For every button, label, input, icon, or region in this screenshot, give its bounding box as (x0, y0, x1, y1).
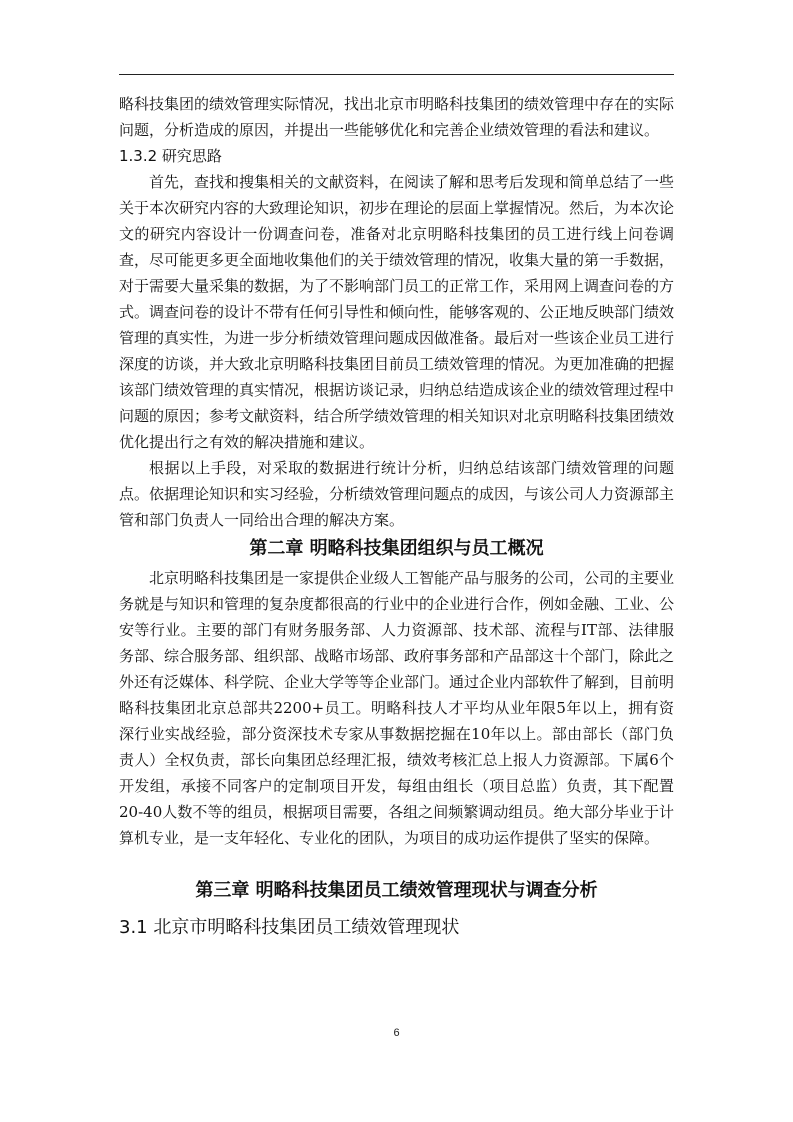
chapter-2-title: 第二章 明略科技集团组织与员工概况 (249, 538, 544, 559)
intro-paragraph: 略科技集团的绩效管理实际情况，找出北京市明略科技集团的绩效管理中存在的实际问题，分析造成的原因，并提出一些能够优化和完善企业绩效管理的看法和建议。 (119, 95, 675, 139)
header-rule (119, 74, 674, 75)
research-paragraph-1: 首先，查找和搜集相关的文献资料，在阅读了解和思考后发现和简单总结了一些关于本次研究内容的大致理论知识，初步在理论的层面上掌握情况。然后，为本次论文的研究内容设计一份调查问卷，准备对北京明略科技集团的员工进行线上问卷调查，尽可能更多更全面地收集他们的关于绩效管理的情况，收集大量的第一手数据，对于需要大量采集的数据，为了不影响部门员工的正常工作，采用网上调查问卷的方式。调查问卷的设计不带有任何引导性和倾向性，能够客观的、公正地反映部门绩效管理的真实性，为进一步分析绩效管理问题成因做准备。最后对一些该企业员工进行深度的访谈，并大致北京明略科技集团目前员工绩效管理的情况。为更加准确的把握该部门绩效管理的真实情况，根据访谈记录，归纳总结造成该企业的绩效管理过程中问题的原因；参考文献资料，结合所学绩效管理的相关知识对北京明略科技集团绩效优化提出行之有效的解决措施和建议。 (119, 173, 675, 451)
chapter-2-paragraph: 北京明略科技集团是一家提供企业级人工智能产品与服务的公司，公司的主要业务就是与知识和管理的复杂度都很高的行业中的企业进行合作，例如金融、工业、公安等行业。主要的部门有财务服务部、人力资源部、技术部、流程与IT部、法律服务部、综合服务部、组织部、战略市场部、政府事务部和产品部这十个部门，除此之外还有泛媒体、科学院、企业大学等等企业部门。通过企业内部软件了解到，目前明略科技集团北京总部共2200+员工。明略科技人才平均从业年限5年以上，拥有资深行业实战经验，部分资深技术专家从事数据挖掘在10年以上。部由部长（部门负责人）全权负责，部长向集团总经理汇报，绩效考核汇总上报人力资源部。下属6个开发组，承接不同客户的定制项目开发，每组由组长（项目总监）负责，其下配置20-40人数不等的组员，根据项目需要，各组之间频繁调动组员。绝大部分毕业于计算机专业，是一支年轻化、专业化的团队，为项目的成功运作提供了坚实的保障。 (119, 569, 675, 847)
subsection-heading: 1.3.2 研究思路 (119, 147, 222, 165)
section-3-1-title: 3.1 北京市明略科技集团员工绩效管理现状 (119, 917, 460, 938)
chapter-3-title: 第三章 明略科技集团员工绩效管理现状与调查分析 (195, 880, 598, 901)
research-paragraph-2: 根据以上手段，对采取的数据进行统计分析，归纳总结该部门绩效管理的问题点。依据理论知识和实习经验，分析绩效管理问题点的成因，与该公司人力资源部主管和部门负责人一同给出合理的解决方案。 (119, 459, 675, 529)
page-number: 6 (393, 1027, 400, 1039)
page-body (119, 91, 674, 943)
